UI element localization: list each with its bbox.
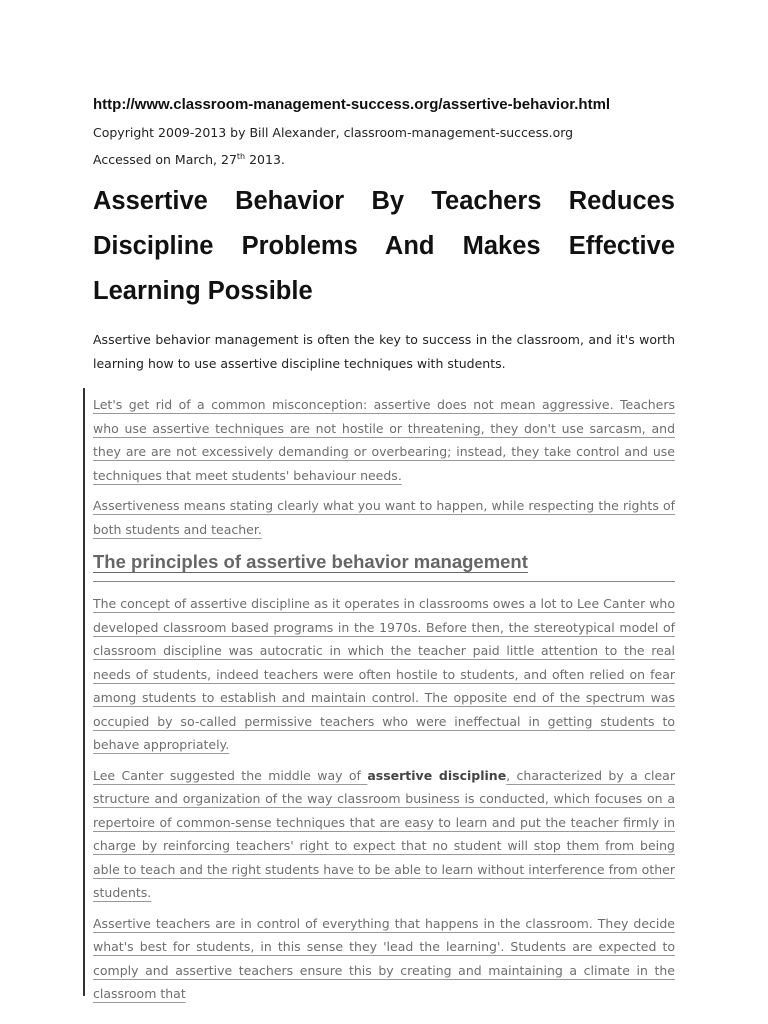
accessed-line xyxy=(93,152,675,167)
quote-paragraph-1 xyxy=(93,393,675,487)
copyright-line: Copyright 2009-2013 by Bill Alexander, classroom-management-success.org xyxy=(93,125,574,140)
document-page xyxy=(93,96,675,382)
quote-bar xyxy=(83,388,85,996)
accessed-suffix: 2013. xyxy=(245,152,285,168)
article-title: Assertive Behavior By Teachers Reduces Discipline Problems And Makes Effective Learning Possible xyxy=(93,187,675,306)
quote-paragraph-2-text: Assertiveness means stating clearly what you want to happen, while respecting the rights of both students and teacher. xyxy=(93,498,675,537)
quote-paragraph-3 xyxy=(93,592,675,757)
accessed-sup: th xyxy=(236,152,246,161)
section-heading: The principles of assertive behavior management xyxy=(93,551,675,582)
intro-paragraph: Assertive behavior management is often the key to success in the classroom, and it's worth learning how to use assertive discipline techniques with students. xyxy=(93,332,675,372)
quoted-section xyxy=(93,393,675,1013)
quote-paragraph-4-after: , characterized by a clear structure and organization of the way classroom business is conducted, which focuses on a repertoire of common-sense techniques that are easy to learn and put the teacher firmly in charge by reinforcing teachers' right to expect that no student will stop them from being able to teach and the right students have to be able to learn without interference from other students. xyxy=(93,767,675,900)
quote-paragraph-5 xyxy=(93,912,675,1006)
accessed-prefix: Accessed on March, 27 xyxy=(93,152,237,168)
quote-paragraph-1-text: Let's get rid of a common misconception: assertive does not mean aggressive. Teachers who use assertive techniques are not hostile or threatening, they don't use sarcasm, and they are are not excessively demanding or overbearing; instead, they take control and use techniques that meet students' behaviour needs. xyxy=(93,397,675,483)
quote-paragraph-4-before: Lee Canter suggested the middle way of xyxy=(93,767,368,783)
assertive-discipline-bold: assertive discipline xyxy=(367,767,507,783)
quote-paragraph-5-text: Assertive teachers are in control of everything that happens in the classroom. They decide what's best for students, in this sense they 'lead the learning'. Students are expected to comply and assertive teachers ensure this by creating and maintaining a climate in the classroom that xyxy=(93,915,675,1001)
source-url[interactable]: http://www.classroom-management-success.org/assertive-behavior.html xyxy=(93,96,611,113)
quote-paragraph-4 xyxy=(93,764,675,905)
quote-paragraph-2 xyxy=(93,494,675,541)
quote-paragraph-3-text: The concept of assertive discipline as it operates in classrooms owes a lot to Lee Canter who developed classroom based programs in the 1970s. Before then, the stereotypical model of classroom discipline was autocratic in which the teacher paid little attention to the real needs of students, indeed teachers were often hostile to students, and often relied on fear among students to establish and maintain control. The opposite end of the spectrum was occupied by so-called permissive teachers who were ineffectual in getting students to behave appropriately. xyxy=(93,596,675,752)
